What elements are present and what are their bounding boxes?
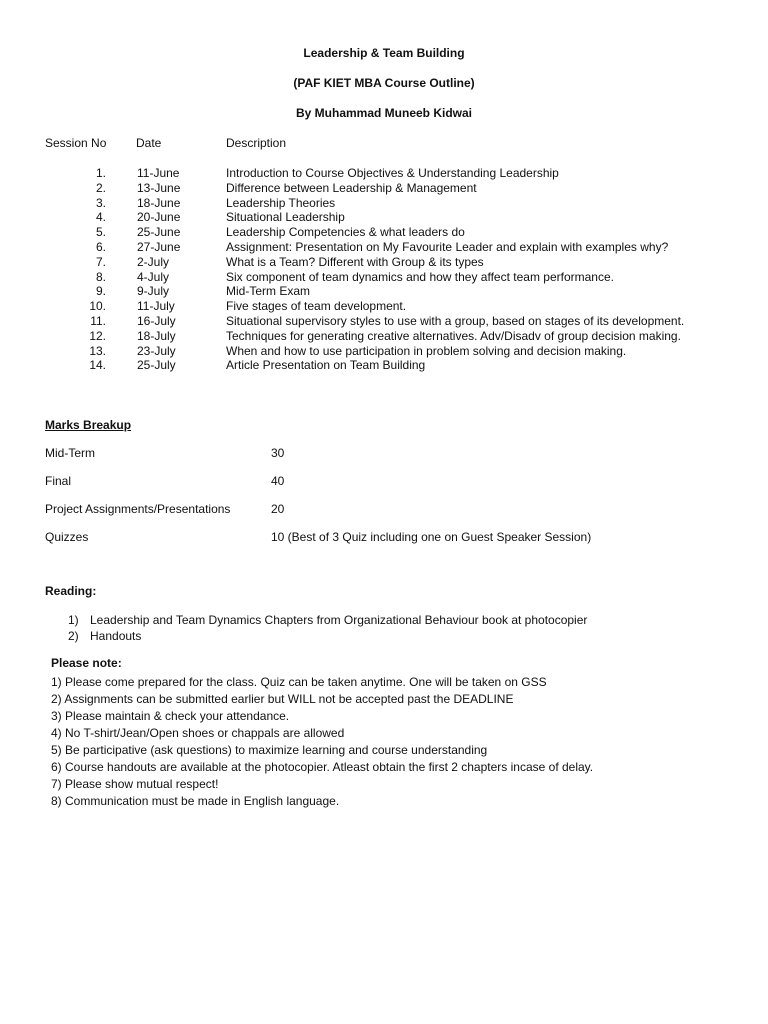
session-description: When and how to use participation in problem solving and decision making. bbox=[226, 343, 627, 358]
session-date: 2-July bbox=[137, 254, 170, 269]
session-row bbox=[45, 255, 745, 270]
marks-row bbox=[45, 530, 745, 558]
session-date: 25-June bbox=[137, 225, 181, 240]
session-row bbox=[45, 358, 745, 373]
session-date: 27-June bbox=[137, 239, 181, 254]
session-date: 11-June bbox=[137, 166, 180, 180]
please-note-list bbox=[51, 674, 751, 810]
schedule-table bbox=[45, 166, 745, 373]
session-date: 25-July bbox=[137, 358, 176, 373]
session-description: Article Presentation on Team Building bbox=[226, 358, 426, 373]
session-date: 23-July bbox=[137, 343, 176, 358]
note-item: 1) Please come prepared for the class. Quiz can be taken anytime. One will be taken on GSS bbox=[51, 675, 547, 689]
reading-item-text: Leadership and Team Dynamics Chapters from Organizational Behaviour book at photocopier bbox=[90, 613, 588, 627]
session-row bbox=[45, 210, 745, 225]
session-number: 9. bbox=[95, 284, 106, 299]
session-row bbox=[45, 166, 745, 181]
marks-breakup-table bbox=[45, 446, 745, 558]
session-description: Introduction to Course Objectives & Understanding Leadership bbox=[226, 166, 559, 180]
session-date: 13-June bbox=[137, 180, 181, 195]
session-number: 12. bbox=[89, 328, 106, 343]
schedule-header bbox=[45, 136, 745, 152]
marks-breakup-heading: Marks Breakup bbox=[45, 418, 132, 432]
document-author: By Muhammad Muneeb Kidwai bbox=[295, 106, 473, 120]
reading-heading: Reading: bbox=[45, 584, 97, 598]
session-description: Techniques for generating creative alternatives. Adv/Disadv of group decision making. bbox=[226, 328, 681, 343]
session-description: Difference between Leadership & Management bbox=[226, 180, 477, 195]
session-number: 11. bbox=[90, 313, 106, 328]
session-description: Situational Leadership bbox=[226, 210, 345, 225]
session-row bbox=[45, 270, 745, 285]
session-date: 16-July bbox=[137, 313, 176, 328]
marks-label: Final bbox=[45, 474, 72, 488]
session-row bbox=[45, 314, 745, 329]
session-number: 13. bbox=[89, 343, 106, 358]
column-header-session-no: Session No bbox=[45, 136, 107, 150]
session-number: 8. bbox=[95, 269, 106, 284]
document-subtitle: (PAF KIET MBA Course Outline) bbox=[293, 76, 475, 90]
marks-row bbox=[45, 502, 745, 530]
marks-value: 30 bbox=[271, 446, 285, 460]
session-date: 11-July bbox=[137, 299, 175, 314]
session-date: 18-June bbox=[137, 195, 181, 210]
session-date: 20-June bbox=[137, 210, 181, 225]
session-number: 7. bbox=[95, 254, 106, 269]
marks-row bbox=[45, 446, 745, 474]
session-description: Situational supervisory styles to use with a group, based on stages of its development. bbox=[226, 313, 685, 328]
session-row bbox=[45, 181, 745, 196]
reading-item-text: Handouts bbox=[90, 629, 142, 643]
session-description: Six component of team dynamics and how they affect team performance. bbox=[226, 269, 614, 284]
session-number: 14. bbox=[89, 358, 106, 373]
note-item: 8) Communication must be made in English language. bbox=[51, 794, 340, 808]
session-description: Mid-Term Exam bbox=[226, 284, 311, 299]
session-number: 3. bbox=[95, 195, 106, 210]
note-item: 5) Be participative (ask questions) to maximize learning and course understanding bbox=[51, 743, 488, 757]
reading-item-number: 2) bbox=[68, 629, 79, 643]
session-number: 6. bbox=[95, 239, 106, 254]
session-row bbox=[45, 196, 745, 211]
note-item: 6) Course handouts are available at the photocopier. Atleast obtain the first 2 chapters incase of delay. bbox=[51, 760, 594, 774]
session-description: Leadership Theories bbox=[226, 195, 336, 210]
session-number: 1. bbox=[95, 166, 106, 180]
marks-label: Mid-Term bbox=[45, 446, 95, 460]
session-number: 2. bbox=[95, 180, 106, 195]
column-header-date: Date bbox=[136, 136, 162, 150]
document-title: Leadership & Team Building bbox=[303, 46, 465, 60]
marks-value: 40 bbox=[271, 474, 285, 488]
session-row bbox=[45, 240, 745, 255]
session-row bbox=[45, 344, 745, 359]
note-item: 7) Please show mutual respect! bbox=[51, 777, 219, 791]
marks-label: Project Assignments/Presentations bbox=[45, 502, 231, 516]
session-date: 9-July bbox=[137, 284, 170, 299]
session-description: Assignment: Presentation on My Favourite Leader and explain with examples why? bbox=[226, 239, 669, 254]
session-row bbox=[45, 329, 745, 344]
marks-row bbox=[45, 474, 745, 502]
session-row bbox=[45, 299, 745, 314]
marks-label: Quizzes bbox=[45, 530, 89, 544]
reading-list bbox=[68, 612, 748, 644]
note-item: 3) Please maintain & check your attendance. bbox=[51, 709, 290, 723]
session-number: 5. bbox=[95, 225, 106, 240]
session-number: 10. bbox=[89, 299, 106, 314]
session-number: 4. bbox=[95, 210, 106, 225]
marks-value: 20 bbox=[271, 502, 285, 516]
session-row bbox=[45, 225, 745, 240]
note-item: 4) No T-shirt/Jean/Open shoes or chappals are allowed bbox=[51, 726, 345, 740]
marks-value: 10 (Best of 3 Quiz including one on Guest Speaker Session) bbox=[271, 530, 592, 544]
please-note-heading: Please note: bbox=[51, 656, 122, 670]
session-description: What is a Team? Different with Group & its types bbox=[226, 254, 484, 269]
session-description: Leadership Competencies & what leaders do bbox=[226, 225, 465, 240]
session-date: 4-July bbox=[137, 269, 170, 284]
session-date: 18-July bbox=[137, 328, 176, 343]
note-item: 2) Assignments can be submitted earlier but WILL not be accepted past the DEADLINE bbox=[51, 692, 514, 706]
reading-item bbox=[68, 628, 748, 644]
column-header-description: Description bbox=[226, 136, 287, 150]
reading-item bbox=[68, 612, 748, 628]
reading-item-number: 1) bbox=[68, 613, 79, 627]
session-description: Five stages of team development. bbox=[226, 299, 407, 314]
session-row bbox=[45, 284, 745, 299]
